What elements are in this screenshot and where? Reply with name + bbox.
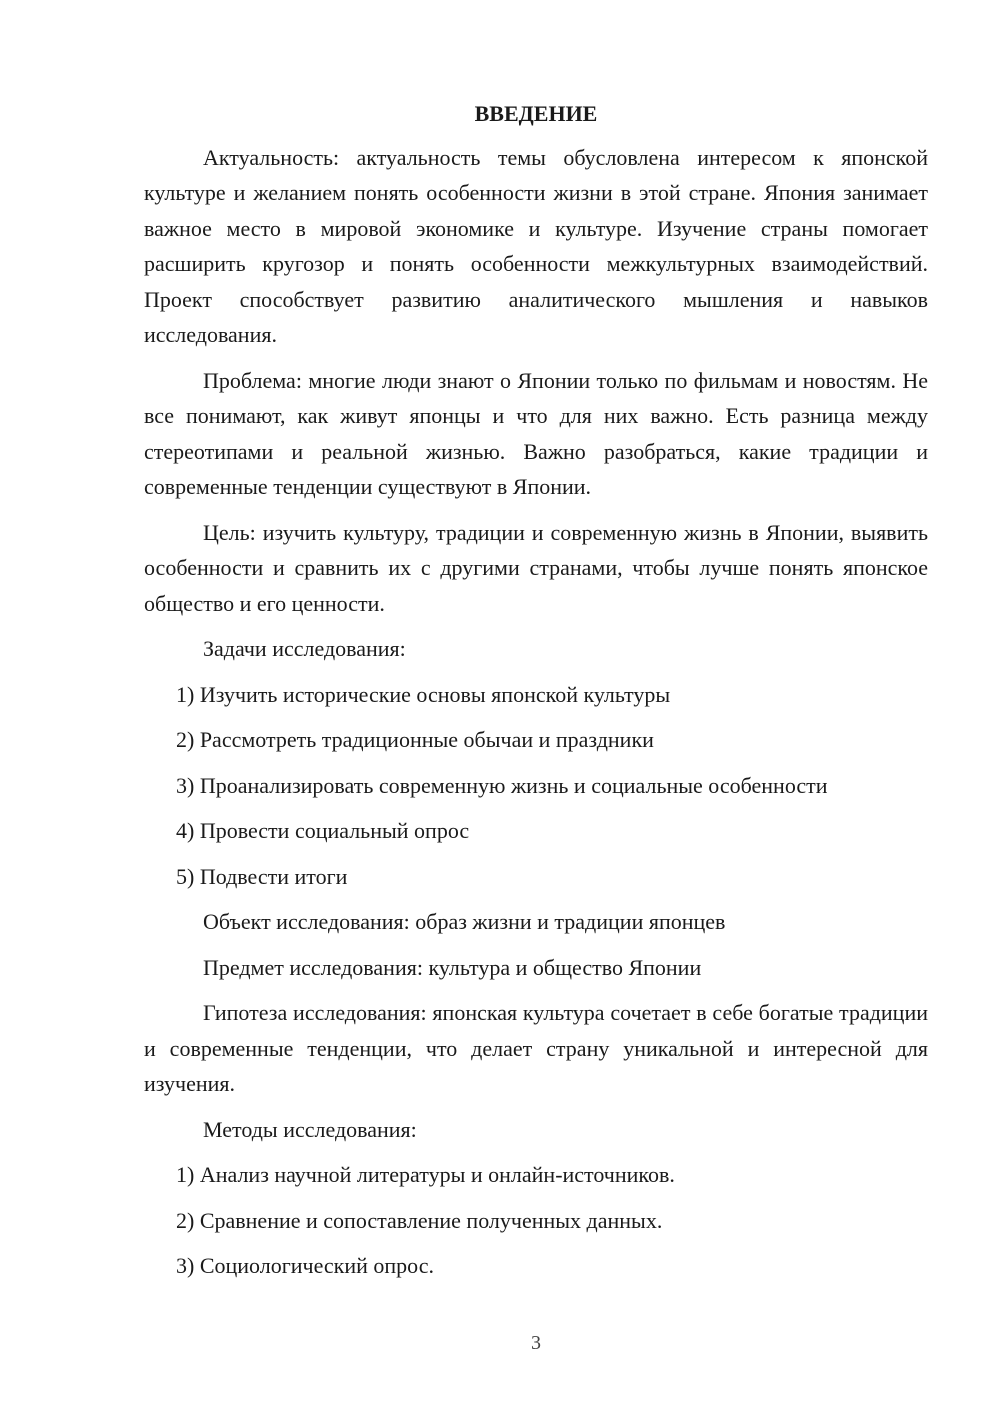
method-item: 2) Сравнение и сопоставление полученных данных.	[176, 1207, 663, 1233]
page-title: ВВЕДЕНИЕ	[474, 101, 598, 126]
methods-heading: Методы исследования:	[203, 1116, 417, 1142]
research-object: Объект исследования: образ жизни и традиции японцев	[203, 909, 726, 934]
task-item: 2) Рассмотреть традиционные обычаи и праздники	[176, 727, 654, 752]
document-page	[144, 96, 928, 1294]
task-item: 5) Подвести итоги	[176, 863, 348, 889]
goal-paragraph: Цель: изучить культуру, традиции и современную жизнь в Японии, выявить особенности и сравнить их с другими странами, чтобы лучше понять японское общество и его ценности.	[144, 519, 928, 616]
hypothesis-paragraph: Гипотеза исследования: японская культура сочетает в себе богатые традиции и современные тенденции, что делает страну уникальной и интересной для изучения.	[144, 1000, 928, 1096]
tasks-heading: Задачи исследования:	[203, 636, 406, 661]
method-item: 3) Социологический опрос.	[176, 1253, 434, 1278]
task-item: 1) Изучить исторические основы японской культуры	[176, 681, 671, 707]
problem-paragraph: Проблема: многие люди знают о Японии только по фильмам и новостям. Не все понимают, как живут японцы и что для них важно. Есть разница между стереотипами и реальной жизнью. Важно разобраться, какие традиции и современные тенденции существуют в Японии.	[144, 367, 928, 499]
research-subject: Предмет исследования: культура и общество Японии	[203, 954, 702, 980]
relevance-paragraph: Актуальность: актуальность темы обусловлена интересом к японской культуре и желанием понять особенности жизни в этой стране. Япония занимает важное место в мировой экономике и культуре. Изучение страны помогает расширить кругозор и понять особенности межкультурных взаимодействий. Проект способствует развитию аналитического мышления и навыков исследования.	[144, 144, 928, 347]
page-number: 3	[531, 1332, 541, 1354]
method-item: 1) Анализ научной литературы и онлайн-источников.	[176, 1162, 675, 1187]
task-item: 4) Провести социальный опрос	[176, 818, 470, 843]
task-item: 3) Проанализировать современную жизнь и социальные особенности	[176, 772, 828, 798]
